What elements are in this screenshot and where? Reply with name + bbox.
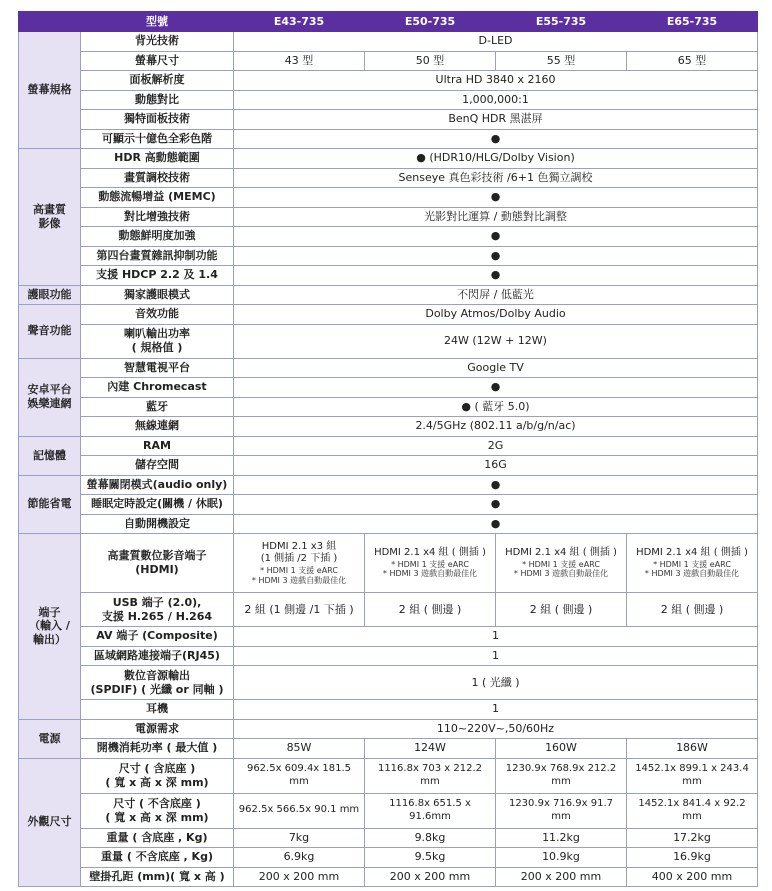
row-value: 200 x 200 mm [365, 867, 496, 887]
header-model-e55: E55-735 [496, 12, 627, 32]
row-label: 動態流暢增益 (MEMC) [81, 188, 234, 208]
row-value: 85W [234, 739, 365, 759]
table-row [19, 793, 758, 828]
row-value: 1 ( 光纖 ) [234, 666, 758, 700]
row-value: ● [234, 475, 758, 495]
row-label: 螢幕關閉模式(audio only) [81, 475, 234, 495]
table-row [19, 719, 758, 739]
row-value: 110~220V~,50/60Hz [234, 719, 758, 739]
table-row [19, 188, 758, 208]
table-row [19, 207, 758, 227]
hdmi-main: HDMI 2.1 x4 組 ( 側插 ) [374, 547, 486, 559]
row-label: 儲存空間 [81, 456, 234, 476]
header-model-e43: E43-735 [234, 12, 365, 32]
section-power: 電源 [19, 719, 81, 758]
hdmi-note: * HDMI 1 支援 eARC [260, 565, 338, 575]
header-row [19, 12, 758, 32]
header-model-e50: E50-735 [365, 12, 496, 32]
row-label: 藍牙 [81, 397, 234, 417]
header-model-e65: E65-735 [627, 12, 758, 32]
section-android-line2: 娛樂連網 [27, 397, 72, 410]
row-label: 重量 ( 不含底座 , Kg) [81, 848, 234, 868]
table-row [19, 475, 758, 495]
section-display: 螢幕規格 [19, 32, 81, 149]
row-value: 2G [234, 436, 758, 456]
row-value: 2 組 ( 側邊 ) [627, 593, 758, 627]
row-value: 1230.9x 716.9x 91.7 mm [496, 793, 627, 828]
row-value: 2 組 ( 側邊 ) [365, 593, 496, 627]
row-label: 內建 Chromecast [81, 378, 234, 398]
row-value: Ultra HD 3840 x 2160 [234, 71, 758, 91]
row-label: AV 端子 (Composite) [81, 627, 234, 647]
hdmi-main: HDMI 2.1 x4 組 ( 側插 ) [505, 547, 617, 559]
row-label: 第四台畫質雜訊抑制功能 [81, 246, 234, 266]
row-label: 背光技術 [81, 32, 234, 52]
row-value: 50 型 [365, 51, 496, 71]
row-label: 自動開機設定 [81, 514, 234, 534]
row-label-line1: USB 端子 (2.0), [112, 595, 202, 609]
row-value: 200 x 200 mm [234, 867, 365, 887]
row-value: 10.9kg [496, 848, 627, 868]
row-value: D-LED [234, 32, 758, 52]
table-row [19, 848, 758, 868]
table-row [19, 514, 758, 534]
row-value: 65 型 [627, 51, 758, 71]
table-row [19, 378, 758, 398]
row-label: 獨家護眼模式 [81, 285, 234, 305]
hdmi-note: * HDMI 1 支援 eARC [653, 559, 731, 569]
row-value: 186W [627, 739, 758, 759]
row-label: 睡眠定時設定(關機 / 休眠) [81, 495, 234, 515]
row-value: 16.9kg [627, 848, 758, 868]
row-label [81, 758, 234, 793]
row-value: 962.5x 566.5x 90.1 mm [234, 793, 365, 828]
row-value: 55 型 [496, 51, 627, 71]
row-label-line1: 高畫質數位影音端子 [107, 549, 207, 563]
table-row [19, 266, 758, 286]
table-row [19, 867, 758, 887]
table-row [19, 417, 758, 437]
hdmi-note: * HDMI 3 遊戲自動最佳化 [382, 569, 478, 579]
row-label-line1: 尺寸 ( 含底座 ) [118, 761, 196, 775]
row-label: 對比增強技術 [81, 207, 234, 227]
row-value: ● ( 藍牙 5.0) [234, 397, 758, 417]
row-label: 壁掛孔距 (mm)( 寬 x 高 ) [81, 867, 234, 887]
section-android [19, 358, 81, 436]
row-value: Senseye 真色彩技術 /6+1 色獨立調校 [234, 168, 758, 188]
row-label [81, 666, 234, 700]
table-row [19, 627, 758, 647]
hdmi-note: * HDMI 3 遊戲自動最佳化 [513, 569, 609, 579]
row-value: ● (HDR10/HLG/Dolby Vision) [234, 149, 758, 169]
table-row [19, 71, 758, 91]
hdmi-note: * HDMI 1 支援 eARC [391, 559, 469, 569]
row-value: ● [234, 514, 758, 534]
row-value: 9.8kg [365, 828, 496, 848]
row-value: 光影對比運算 / 動態對比調整 [234, 207, 758, 227]
row-value: 6.9kg [234, 848, 365, 868]
table-row [19, 397, 758, 417]
table-row [19, 593, 758, 627]
row-label [81, 593, 234, 627]
table-row [19, 666, 758, 700]
table-row [19, 90, 758, 110]
table-row [19, 227, 758, 247]
row-value: 1 [234, 627, 758, 647]
table-row [19, 305, 758, 325]
row-label: 音效功能 [81, 305, 234, 325]
row-value: 不閃屏 / 低藍光 [234, 285, 758, 305]
header-model-label: 型號 [81, 12, 234, 32]
spec-table [18, 11, 758, 887]
row-label: 畫質調校技術 [81, 168, 234, 188]
row-label-line1: 尺寸 ( 不含底座 ) [113, 796, 201, 810]
section-picture-line2: 影像 [38, 216, 61, 230]
row-label: 區域網路連接端子(RJ45) [81, 646, 234, 666]
row-label: 動態對比 [81, 90, 234, 110]
row-label: 耳機 [81, 700, 234, 720]
table-row [19, 32, 758, 52]
row-value: 17.2kg [627, 828, 758, 848]
row-value: 24W (12W + 12W) [234, 324, 758, 358]
row-value: ● [234, 129, 758, 149]
section-ports-line1: 端子 [38, 605, 61, 619]
row-value: ● [234, 227, 758, 247]
row-label [81, 324, 234, 358]
row-value [365, 534, 496, 593]
row-value: 1452.1x 841.4 x 92.2 mm [627, 793, 758, 828]
row-value: 1 [234, 700, 758, 720]
row-value: ● [234, 188, 758, 208]
section-ports-line3: 輸出） [33, 633, 66, 647]
table-row [19, 358, 758, 378]
table-row [19, 246, 758, 266]
row-label: 無線連網 [81, 417, 234, 437]
row-label: 智慧電視平台 [81, 358, 234, 378]
row-label: 電源需求 [81, 719, 234, 739]
section-eye: 護眼功能 [19, 285, 81, 305]
row-value: 2 組 (1 側邊 /1 下插 ) [234, 593, 365, 627]
row-label: 可顯示十億色全彩色階 [81, 129, 234, 149]
row-label: 面板解析度 [81, 71, 234, 91]
hdmi-note: * HDMI 1 支援 eARC [522, 559, 600, 569]
row-value: 2.4/5GHz (802.11 a/b/g/n/ac) [234, 417, 758, 437]
row-value: 2 組 ( 側邊 ) [496, 593, 627, 627]
section-picture-line1: 高畫質 [33, 203, 66, 216]
row-value: 16G [234, 456, 758, 476]
row-label-line2: 支援 H.265 / H.264 [101, 609, 213, 623]
row-value: 1230.9x 768.9x 212.2 mm [496, 758, 627, 793]
table-row [19, 110, 758, 130]
table-row [19, 534, 758, 593]
row-value [496, 534, 627, 593]
header-blank [19, 12, 81, 32]
row-value: BenQ HDR 黑湛屏 [234, 110, 758, 130]
hdmi-note: * HDMI 3 遊戲自動最佳化 [251, 575, 347, 585]
row-value: 1452.1x 899.1 x 243.4 mm [627, 758, 758, 793]
section-memory: 記憶體 [19, 436, 81, 475]
section-eco: 節能省電 [19, 475, 81, 534]
row-label-line2: ( 寬 x 高 x 深 mm) [105, 810, 209, 824]
table-row [19, 51, 758, 71]
table-row [19, 828, 758, 848]
table-row [19, 700, 758, 720]
hdmi-main: HDMI 2.1 x3 組 [261, 540, 337, 552]
row-value: 1116.8x 703 x 212.2 mm [365, 758, 496, 793]
row-label-line1: 數位音源輸出 [124, 668, 190, 682]
row-value: 124W [365, 739, 496, 759]
row-label: 開機消耗功率 ( 最大值 ) [81, 739, 234, 759]
row-label: 獨特面板技術 [81, 110, 234, 130]
row-label-line2: ( 規格值 ) [131, 341, 183, 354]
row-value: 1 [234, 646, 758, 666]
row-value: ● [234, 378, 758, 398]
row-value [627, 534, 758, 593]
section-audio: 聲音功能 [19, 305, 81, 359]
row-label-line2: (SPDIF) ( 光纖 or 同軸 ) [90, 682, 224, 696]
row-value: 962.5x 609.4x 181.5 mm [234, 758, 365, 793]
table-row [19, 739, 758, 759]
table-row [19, 285, 758, 305]
row-value: 1,000,000:1 [234, 90, 758, 110]
row-value: ● [234, 495, 758, 515]
table-row [19, 646, 758, 666]
table-row [19, 456, 758, 476]
table-row [19, 129, 758, 149]
row-label: RAM [81, 436, 234, 456]
table-row [19, 495, 758, 515]
hdmi-note: * HDMI 3 遊戲自動最佳化 [644, 569, 740, 579]
table-row [19, 324, 758, 358]
row-value: 1116.8x 651.5 x 91.6mm [365, 793, 496, 828]
row-label: HDR 高動態範圍 [81, 149, 234, 169]
table-row [19, 149, 758, 169]
section-ports-line2: （輸入 / [29, 619, 70, 633]
row-value: 200 x 200 mm [496, 867, 627, 887]
row-value: Google TV [234, 358, 758, 378]
section-dims: 外觀尺寸 [19, 758, 81, 887]
section-picture [19, 149, 81, 286]
hdmi-main2: (1 側插 /2 下插 ) [260, 553, 338, 565]
row-label: 重量 ( 含底座 , Kg) [81, 828, 234, 848]
row-value: 400 x 200 mm [627, 867, 758, 887]
section-ports [19, 534, 81, 720]
row-label-line1: 喇叭輸出功率 [124, 327, 190, 341]
row-label-line2: (HDMI) [135, 563, 179, 576]
row-value: Dolby Atmos/Dolby Audio [234, 305, 758, 325]
table-row [19, 168, 758, 188]
hdmi-main: HDMI 2.1 x4 組 ( 側插 ) [636, 547, 748, 559]
row-label: 動態鮮明度加強 [81, 227, 234, 247]
row-value: ● [234, 246, 758, 266]
row-value: 160W [496, 739, 627, 759]
row-label: 螢幕尺寸 [81, 51, 234, 71]
row-label: 支援 HDCP 2.2 及 1.4 [81, 266, 234, 286]
row-value: 11.2kg [496, 828, 627, 848]
row-value [234, 534, 365, 593]
table-row [19, 436, 758, 456]
row-value: 7kg [234, 828, 365, 848]
table-row [19, 758, 758, 793]
row-label [81, 793, 234, 828]
row-value: 9.5kg [365, 848, 496, 868]
row-label-line2: ( 寬 x 高 x 深 mm) [105, 775, 209, 789]
section-android-line1: 安卓平台 [27, 383, 72, 397]
row-label [81, 534, 234, 593]
row-value: ● [234, 266, 758, 286]
row-value: 43 型 [234, 51, 365, 71]
